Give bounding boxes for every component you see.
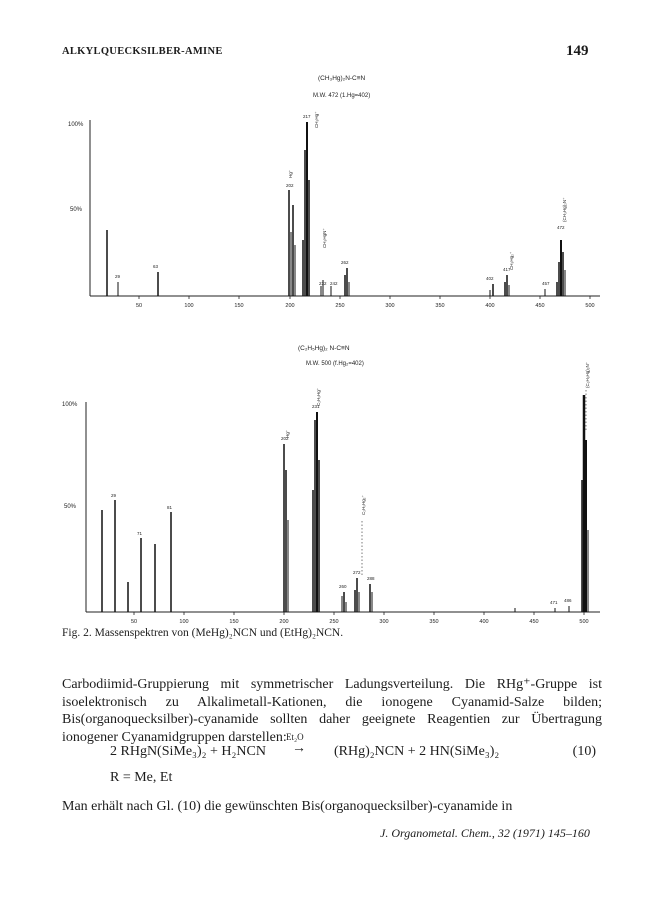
spectrum1-peaks	[107, 122, 565, 296]
spectrum2-peaks	[102, 395, 588, 612]
spectrum1-ylabel-50: 50%	[70, 207, 83, 213]
body-paragraph-continuation: Man erhält nach Gl. (10) die gewünschten Bis(organoquecksilber)-cyanamide in	[62, 799, 513, 814]
reaction-arrow-icon: →	[292, 741, 306, 756]
spectrum2-xtick: 450	[529, 619, 539, 625]
journal-citation: J. Organometal. Chem., 32 (1971) 145–160	[380, 826, 590, 840]
spectrum2-xtick: 150	[229, 619, 239, 625]
spectrum2-peak-label: 202	[281, 436, 289, 441]
spectrum2-ylabel-50: 50%	[64, 504, 77, 510]
spectrum1-xtick: 150	[234, 303, 244, 309]
substituent-definition: R = Me, Et	[110, 770, 173, 785]
spectrum2-peak-label: 288	[367, 576, 375, 581]
spectrum2-xtick: 400	[479, 619, 489, 625]
spectrum1-ion-label: CH₃Hg₂⁺	[509, 251, 514, 270]
spectrum1-compound: (CH₃Hg)₂N-C≡N	[318, 75, 366, 82]
spectrum1-ylabel-100: 100%	[68, 122, 84, 128]
equation-number: (10)	[572, 744, 596, 759]
spectrum1-mw: M.W. 472 (1.Hg=402)	[313, 93, 371, 99]
spectrum2-connector-lines	[362, 390, 586, 575]
spectrum1-xtick: 300	[385, 303, 395, 309]
spectrum1-ion-label: Hg⁺	[288, 169, 293, 178]
spectrum2-peak-label: 486	[564, 598, 572, 603]
spectrum2-ion-label: (C₂H₅Hg)₂N⁺	[585, 361, 590, 388]
running-header: ALKYLQUECKSILBER-AMINE	[62, 46, 223, 57]
spectrum2-xtick: 300	[379, 619, 389, 625]
spectrum2-peak-label: 272	[353, 570, 361, 575]
equation-products: (RHg)₂NCN + 2 HN(SiMe₃)₂	[334, 744, 500, 759]
spectrum1-xtick: 100	[184, 303, 194, 309]
spectrum1-xtick: 350	[435, 303, 445, 309]
mass-spectrum-2	[0, 330, 672, 635]
spectrum1-peak-label: 472	[557, 225, 565, 230]
spectrum2-peak-label: 81	[167, 505, 173, 510]
spectrum1-peak-label: 457	[542, 281, 550, 286]
spectrum1-peak-label: 417	[503, 267, 511, 272]
spectrum2-xtick: 500	[579, 619, 589, 625]
spectrum1-xtick: 50	[135, 303, 143, 309]
spectrum1-peak-label: 232	[319, 281, 327, 286]
spectrum2-xtick: 350	[429, 619, 439, 625]
spectrum2-ion-label: Hg⁺	[285, 429, 290, 438]
spectrum1-peak-label: 242	[330, 281, 338, 286]
spectrum1-ion-label: (CH₃Hg)₂N⁺	[562, 197, 567, 222]
spectrum1-xtick: 500	[585, 303, 595, 309]
spectrum2-ion-label: C₂H₅Hg₂⁺	[361, 495, 366, 515]
spectrum1-peak-label: 63	[153, 264, 159, 269]
spectrum1-xtick: 250	[335, 303, 345, 309]
spectrum2-ion-label: C₂H₅Hg⁺	[316, 387, 321, 406]
spectrum1-peak-label: 402	[486, 276, 494, 281]
spectrum1-peak-label: 262	[341, 260, 349, 265]
spectrum1-xtick: 450	[535, 303, 545, 309]
spectrum2-peak-label: 231	[312, 404, 320, 409]
spectrum2-xtick: 100	[179, 619, 189, 625]
spectrum2-compound: (C₂H₅Hg)₂ N-C≡N	[298, 345, 350, 352]
spectrum1-ion-label: CH₃HgN⁺	[322, 228, 327, 248]
spectrum2-peak-label: 29	[111, 493, 117, 498]
spectrum2-xtick: 200	[279, 619, 289, 625]
spectrum2-xtick: 250	[329, 619, 339, 625]
spectrum2-xtick: 50	[130, 619, 138, 625]
spectrum2-peak-label: 260	[339, 584, 347, 589]
spectrum2-peak-label: 71	[137, 531, 143, 536]
spectrum1-xtick: 200	[285, 303, 295, 309]
spectrum2-ylabel-100: 100%	[62, 402, 78, 408]
figure-caption: Fig. 2. Massenspektren von (MeHg)₂NCN und (EtHg)₂NCN.	[62, 627, 344, 639]
page-number: 149	[566, 43, 589, 59]
body-paragraph: Carbodiimid-Gruppierung mit symmetrischer Ladungsverteilung. Die RHg⁺-Gruppe ist isoelektronisch zu Alkalimetall-Kationen, die ionogene Cyanamid-Salze bilden; Bis(organoquecksilber)-cyanamide sollten daher geeignete Reagentien zur Übertragung ionogener Cyanamidgruppen darstellen:	[62, 677, 602, 745]
spectrum1-xtick: 400	[485, 303, 495, 309]
spectrum1-peak-label: 217	[303, 114, 311, 119]
spectrum1-ion-label: CH₃Hg⁺	[314, 111, 319, 128]
spectrum1-peak-label: 202	[286, 183, 294, 188]
spectrum2-mw: M.W. 500 (f.Hg₂=402)	[306, 361, 364, 367]
spectrum2-peak-label: 471	[550, 600, 558, 605]
mass-spectrum-1	[0, 0, 672, 330]
spectrum1-peak-label: 29	[115, 274, 121, 279]
equation-solvent: Et₂O	[286, 732, 304, 742]
equation-reactants: 2 RHgN(SiMe₃)₂ + H₂NCN	[110, 744, 266, 759]
